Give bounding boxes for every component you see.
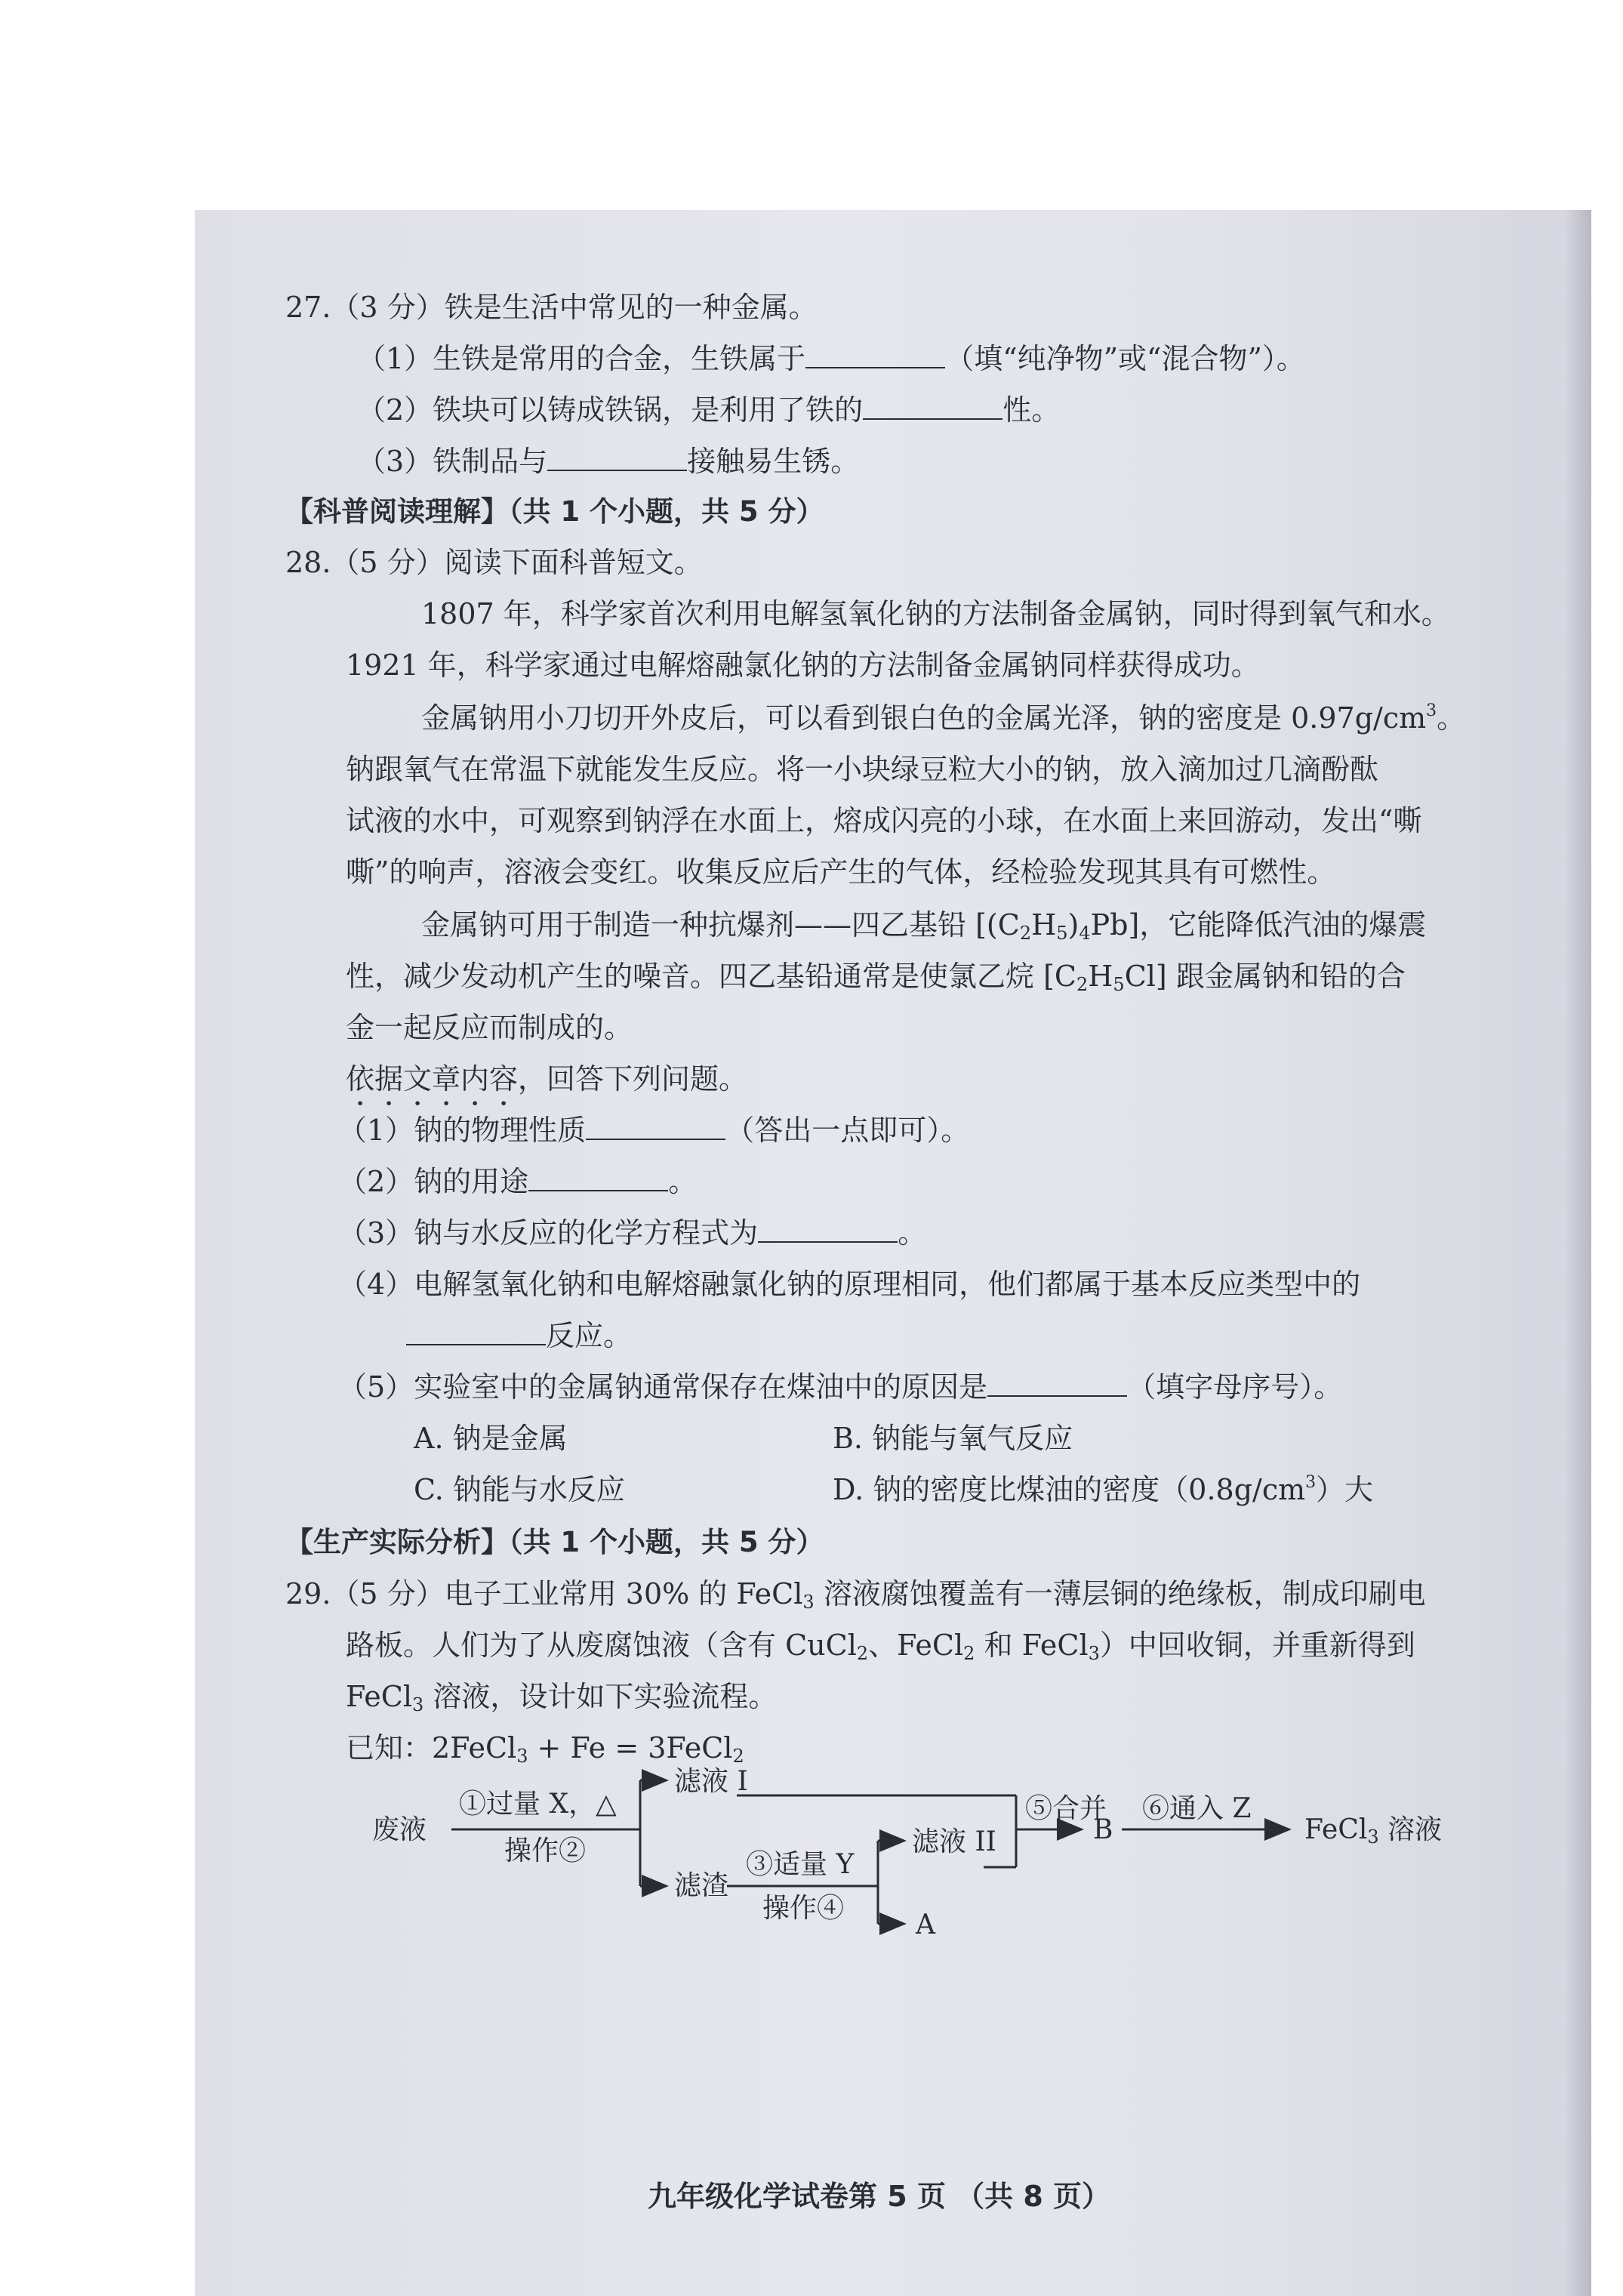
- q28-para3-line2: 性，减少发动机产生的噪音。四乙基铅通常是使氯乙烷 $[C_2H_5Cl]$ 跟金属钠和铅的合: [346, 960, 1406, 995]
- flow-step1-label: ①过量 X，△: [459, 1789, 617, 1820]
- flow-step6-label: ⑥通入 Z: [1142, 1793, 1252, 1824]
- q28-option-a[interactable]: A. 钠是金属: [414, 1422, 568, 1455]
- q29-line2: 路板。人们为了从废腐蚀液（含有 CuCl$_2$、FeCl$_2$ 和 FeCl$_3$）中回收铜，并重新得到: [346, 1629, 1415, 1664]
- flow-residue: 滤渣: [674, 1870, 729, 1901]
- q28-sub3: （3）钠与水反应的化学方程式为 。: [338, 1214, 926, 1252]
- q28-para1-line1: 1807 年，科学家首次利用电解氢氧化钠的方法制备金属钠，同时得到氧气和水。: [421, 597, 1450, 630]
- q27-sub1: （1）生铁是常用的合金，生铁属于 （填“纯净物”或“混合物”）。: [357, 340, 1305, 378]
- q28-option-b[interactable]: B. 钠能与氧气反应: [833, 1422, 1073, 1455]
- flow-op2-label: 操作②: [504, 1835, 587, 1866]
- q29-known: 已知：2FeCl$_3$ + Fe = 3FeCl$_2$: [346, 1731, 744, 1767]
- flow-op4-label: 操作④: [762, 1893, 845, 1924]
- answer-blank[interactable]: [547, 442, 687, 471]
- q28-heading: 28.（5 分）阅读下面科普短文。: [285, 546, 703, 579]
- answer-blank[interactable]: [805, 340, 945, 368]
- q27-sub2: （2）铁块可以铸成铁锅，是利用了铁的 性。: [357, 391, 1060, 429]
- q28-para2-line1: 金属钠用小刀切开外皮后，可以看到银白色的金属光泽，钠的密度是 $0.97g/cm^3$。: [421, 701, 1466, 735]
- answer-blank[interactable]: [586, 1111, 725, 1140]
- flow-final-product: FeCl$_3$ 溶液: [1304, 1814, 1443, 1848]
- flow-product-b: B: [1093, 1814, 1113, 1845]
- q28-para1-line2: 1921 年，科学家通过电解熔融氯化钠的方法制备金属钠同样获得成功。: [346, 649, 1260, 682]
- q28-option-c[interactable]: C. 钠能与水反应: [414, 1473, 625, 1506]
- exam-page: [195, 210, 1591, 2296]
- flow-filtrate1: 滤液 I: [674, 1766, 748, 1797]
- flow-product-a: A: [916, 1909, 935, 1940]
- q29-line3: FeCl$_3$ 溶液，设计如下实验流程。: [346, 1680, 778, 1715]
- q28-para2-line3: 试液的水中，可观察到钠浮在水面上，熔成闪亮的小球，在水面上来回游动，发出“嘶: [346, 804, 1422, 837]
- q28-option-d[interactable]: D. 钠的密度比煤油的密度$(0.8g/cm^3)$大: [833, 1473, 1374, 1506]
- flow-chart: [195, 1765, 1591, 2067]
- answer-blank[interactable]: [863, 391, 1002, 420]
- q28-sub5: （5）实验室中的金属钠通常保存在煤油中的原因是 （填字母序号）。: [338, 1368, 1342, 1406]
- answer-blank[interactable]: [987, 1368, 1127, 1397]
- q28-prompt: 依据文章内容，回答下列问题。: [346, 1062, 748, 1096]
- q28-para2-line4: 嘶”的响声，溶液会变红。收集反应后产生的气体，经检验发现其具有可燃性。: [346, 855, 1336, 889]
- q28-para3-line3: 金一起反应而制成的。: [346, 1011, 633, 1044]
- answer-blank[interactable]: [758, 1214, 898, 1243]
- flow-step3-label: ③适量 Y: [746, 1849, 855, 1880]
- q28-sub1: （1）钠的物理性质 （答出一点即可）。: [338, 1111, 969, 1149]
- answer-blank[interactable]: [528, 1163, 668, 1191]
- q27-sub3: （3）铁制品与 接触易生锈。: [357, 442, 859, 480]
- section-heading-production: 【生产实际分析】（共 1 个小题，共 5 分）: [285, 1526, 824, 1558]
- flow-filtrate2: 滤液 II: [912, 1826, 996, 1857]
- q28-sub4-line2: 反应。: [406, 1317, 632, 1354]
- q28-sub2: （2）钠的用途 。: [338, 1163, 697, 1200]
- answer-blank[interactable]: [406, 1317, 546, 1345]
- q28-sub4-line1: （4）电解氢氧化钠和电解熔融氯化钠的原理相同，他们都属于基本反应类型中的: [338, 1268, 1361, 1301]
- flow-step5-label: ⑤合并: [1025, 1793, 1107, 1824]
- flow-waste-liquid: 废液: [372, 1814, 427, 1845]
- page-footer: 九年级化学试卷第 5 页 （共 8 页）: [648, 2180, 1111, 2213]
- flow-arrows: [195, 1765, 1591, 2067]
- q29-line1: 29.（5 分）电子工业常用 30% 的 FeCl$_3$ 溶液腐蚀覆盖有一薄层铜的绝缘板，制成印刷电: [285, 1577, 1426, 1613]
- q28-para3-line1: 金属钠可用于制造一种抗爆剂——四乙基铅 $[(C_2H_5)_4Pb]$，它能降低汽油的爆震: [421, 908, 1427, 944]
- section-heading-reading: 【科普阅读理解】（共 1 个小题，共 5 分）: [285, 495, 824, 528]
- q28-para2-line2: 钠跟氧气在常温下就能发生反应。将一小块绿豆粒大小的钠，放入滴加过几滴酚酞: [346, 753, 1379, 786]
- q27-heading: 27.（3 分）铁是生活中常见的一种金属。: [285, 291, 818, 324]
